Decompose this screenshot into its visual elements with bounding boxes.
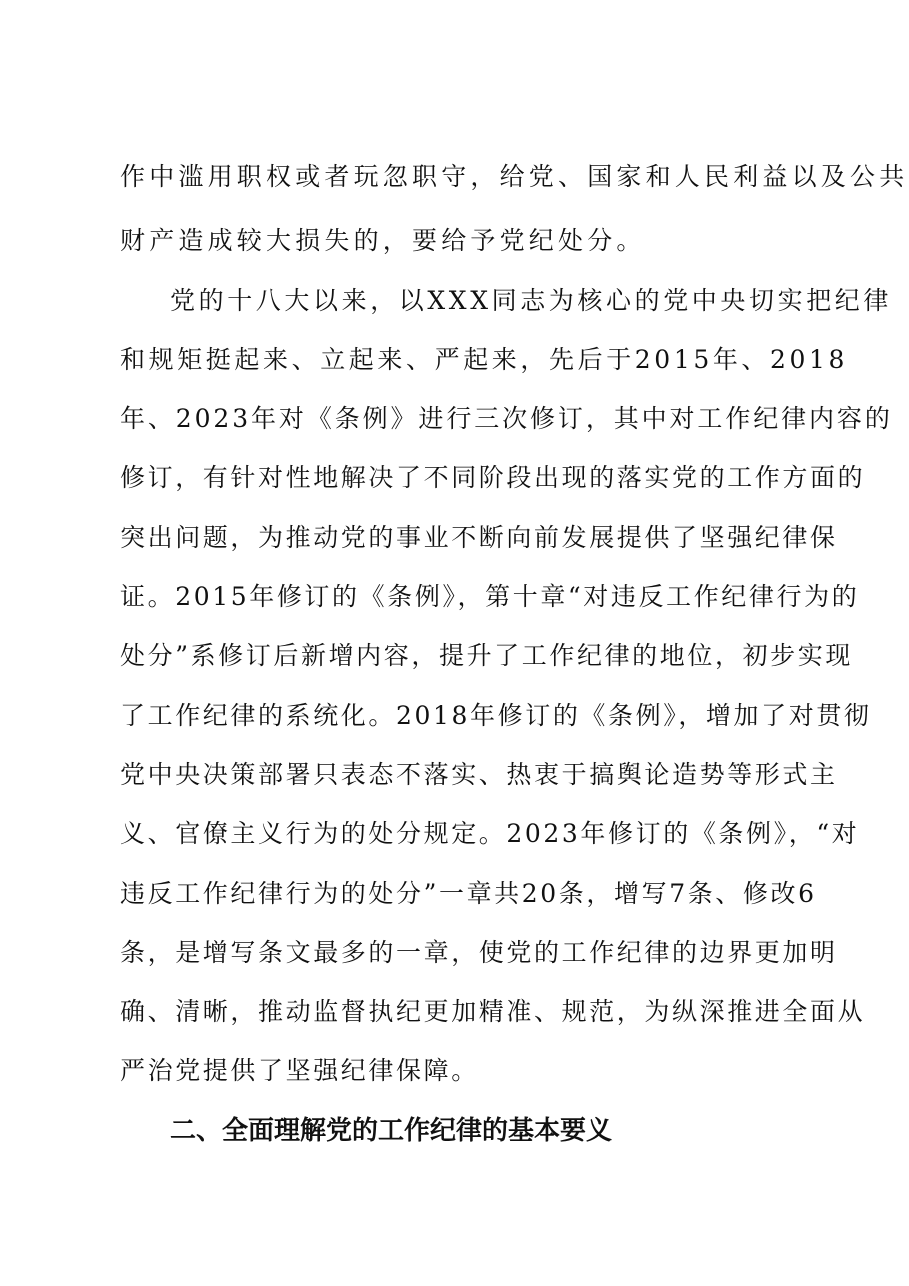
paragraph-line — [0, 814, 909, 854]
line-text: 义、官僚主义行为的处分规定。2023年修订的《条例》，“对 — [120, 819, 860, 848]
paragraph-line — [0, 577, 909, 617]
paragraph-line — [0, 340, 909, 380]
paragraph-line — [0, 636, 909, 676]
section-heading: 二、全面理解党的工作纪律的基本要义 — [170, 1116, 613, 1146]
line-text: 党中央决策部署只表态不落实、热衷于搞舆论造势等形式主 — [120, 760, 838, 789]
line-text: 作中滥用职权或者玩忽职守，给党、国家和人民利益以及公共 — [120, 162, 909, 191]
paragraph-line — [0, 281, 909, 321]
paragraph-line — [0, 933, 909, 973]
line-text: 确、清晰，推动监督执纪更加精准、规范，为纵深推进全面从 — [120, 997, 866, 1026]
line-text: 处分”系修订后新增内容，提升了工作纪律的地位，初步实现 — [120, 641, 853, 670]
paragraph-line — [0, 992, 909, 1032]
paragraph-line — [0, 518, 909, 558]
line-text: 突出问题，为推动党的事业不断向前发展提供了坚强纪律保 — [120, 523, 838, 552]
paragraph-line — [0, 696, 909, 736]
paragraph-line — [0, 157, 909, 197]
line-text: 财产造成较大损失的，要给予党纪处分。 — [120, 226, 646, 255]
paragraph-line — [0, 1051, 909, 1091]
line-text: 违反工作纪律行为的处分”一章共20条，增写7条、修改6 — [120, 879, 817, 908]
paragraph-line — [0, 221, 909, 261]
line-text: 严治党提供了坚强纪律保障。 — [120, 1056, 479, 1085]
paragraph-line — [0, 458, 909, 498]
line-text: 修订，有针对性地解决了不同阶段出现的落实党的工作方面的 — [120, 463, 866, 492]
line-text: 证。2015年修订的《条例》，第十章“对违反工作纪律行为的 — [120, 582, 860, 611]
paragraph-line — [0, 874, 909, 914]
line-text: 了工作纪律的系统化。2018年修订的《条例》，增加了对贯彻 — [120, 701, 872, 730]
paragraph-line — [0, 755, 909, 795]
line-text: 条，是增写条文最多的一章，使党的工作纪律的边界更加明 — [120, 938, 838, 967]
line-text: 党的十八大以来，以XXX同志为核心的党中央切实把纪律 — [170, 286, 892, 315]
line-text: 年、2023年对《条例》进行三次修订，其中对工作纪律内容的 — [120, 404, 893, 433]
line-text: 和规矩挺起来、立起来、严起来，先后于2015年、2018 — [120, 345, 849, 374]
paragraph-line — [0, 399, 909, 439]
